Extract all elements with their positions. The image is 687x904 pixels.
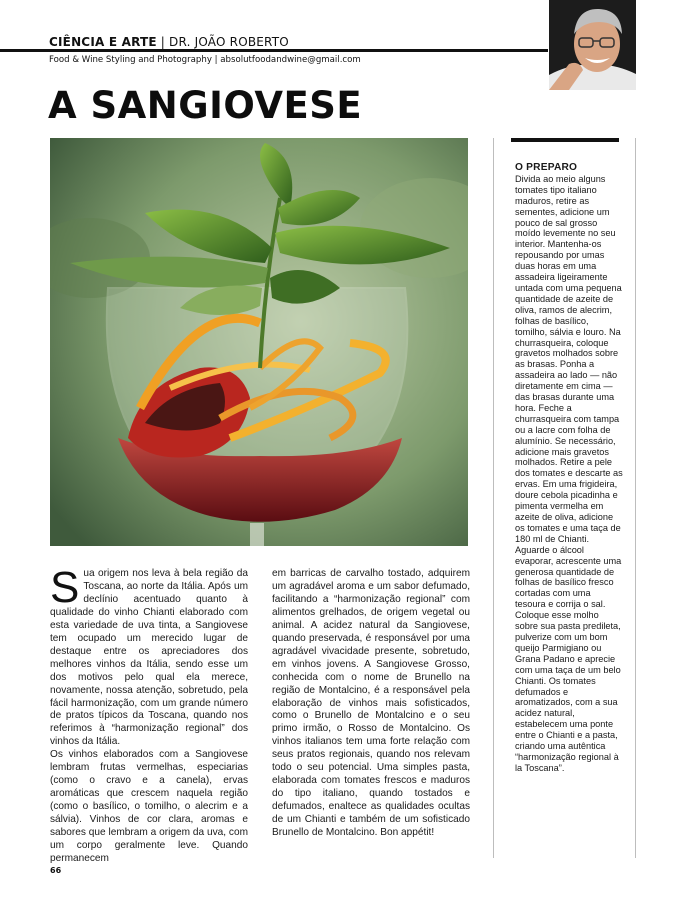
author-name: DR. JOÃO ROBERTO: [169, 35, 289, 49]
header-separator: |: [160, 35, 166, 49]
sidebar-top-rule: [511, 138, 619, 142]
column-2-paragraph-1: em barricas de carvalho tostado, adquirem um agradável aroma e um sabor defumado, facilitando a “harmonização regional” com alimentos grelhados, de origem vegetal ou animal. A acidez natural da Sangiovese, quando preservada, é responsável por uma agradável vivacidade presente, sobretudo, em vinhos jovens. A Sangiovese Grosso, conhecida com o nome de Brunello na região de Montalcino, é a responsável pela elaboração de vinhos mais sofisticados, como o Brunello de Montalcino e o seu primo irmão, o Rosso de Montalcino. Os vinhos italianos tem uma forte relação com seus pratos regionais, quando nos relevam todo o seu potencial. Uma simples pasta, elaborada com tomates frescos e maduros do tipo italiano, quando tostados e defumados, enaltece as qualidades ocultas de um Chianti e também de um sofisticado Brunello de Montalcino. Bon appétit!: [272, 568, 470, 839]
sidebar-left-rule: [493, 138, 494, 858]
column-1-paragraph-2: Os vinhos elaborados com a Sangiovese lembram frutas vermelhas, especiarias (como o cravo e a canela), ervas aromáticas que crescem naquela região (como o basílico, o tomilho, o alecrim e a sálvia). Vinhos de cor clara, aromas e sabores que lembram a origem da uva, com um corpo geralmente leve. Quando permanecem: [50, 749, 248, 864]
section-header: [49, 35, 289, 49]
wine-glass-photo: [50, 138, 468, 546]
article-column-1: [50, 563, 248, 866]
drop-cap: S: [50, 563, 80, 612]
author-portrait: [549, 0, 636, 90]
column-1-paragraph-1: ua origem nos leva à bela região da Toscana, ao norte da Itália. Após um declínio acentuado quanto à qualidade do vinho Chianti elaborado com esta variedade de uva tinta, a Sangiovese tem ocupado um merecido lugar de destaque entre os apreciadores dos melhores vinhos da Itália, sendo esse um dos motivos pelo qual ela merece, novamente, nossa atenção, sobretudo, pela fácil harmonização, com um grande número de pratos típicos da Toscana, quando nos referimos à “harmonização regional” dos vinhos da Itália.: [50, 568, 248, 748]
section-title: CIÊNCIA E ARTE: [49, 35, 157, 49]
credit-line: Food & Wine Styling and Photography | absolutfoodandwine@gmail.com: [49, 55, 361, 65]
sidebar-text: Divida ao meio alguns tomates tipo italiano maduros, retire as sementes, adicione um pouco de sal grosso moído levemente no seu interior. Mantenha-os repousando por umas duas horas em uma assadeira ligeiramente untada com uma pequena quantidade de azeite de oliva, ramos de alecrim, folhas de basílico, tomilho, sálvia e louro. Na churrasqueira, coloque gravetos molhados sobre as brasas. Ponha a assadeira ao lado — não diretamente em cima — das brasas durante uma hora. Feche a churrasqueira com tampa ou a lacre com folha de alumínio. Se necessário, adicione mais gravetos molhados. Retire a pele dos tomates e descarte as ervas. Em uma frigideira, doure cebola picadinha e pimenta vermelha em azeite de oliva, adicione os tomates e uma taça de 180 ml de Chianti. Aguarde o álcool evaporar, acrescente uma generosa quantidade de folhas de basílico fresco cortadas com uma tesoura e corrija o sal. Coloque esse molho sobre sua pasta predileta, pulverize com um bom queijo Parmigiano ou Grana Padano e aprecie com uma taça de um belo Chianti. Os tomates defumados e aromatizados, com a sua acidez natural, estabelecem uma ponte entre o Chianti e a pasta, criando uma autêntica “harmonização regional à la Toscana”.: [515, 173, 623, 773]
page-number: 66: [50, 866, 62, 875]
article-column-2: [272, 568, 470, 840]
article-headline: A SANGIOVESE: [48, 84, 363, 127]
sidebar-heading: O PREPARO: [515, 162, 578, 173]
sidebar-right-rule: [635, 138, 636, 858]
header-rule: [0, 49, 548, 52]
recipe-sidebar: [515, 163, 623, 774]
